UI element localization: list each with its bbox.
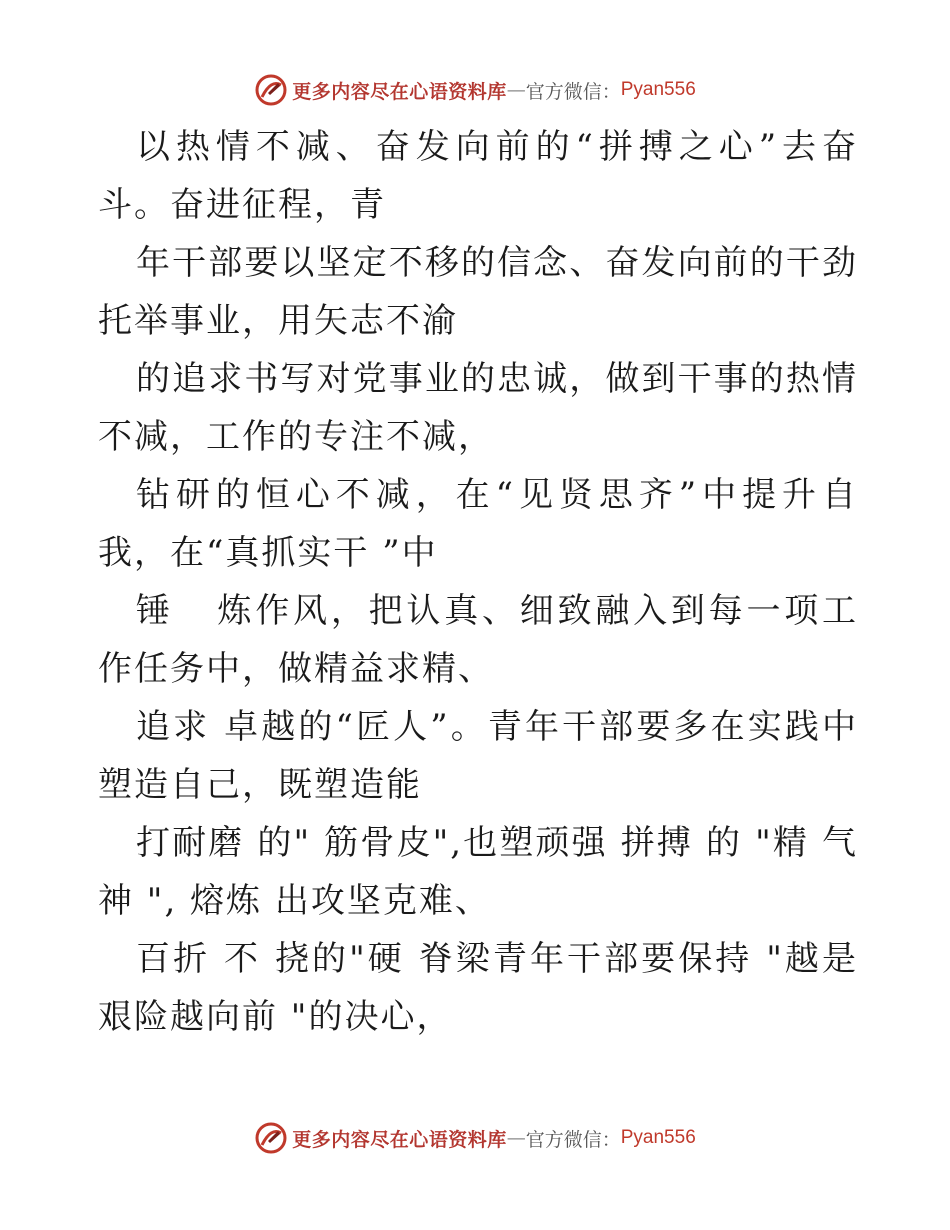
paragraph: 的追求书写对党事业的忠诚，做到干事的热情不减，工作的专注不减，	[98, 359, 858, 457]
paragraph: 年干部要以坚定不移的信念、奋发向前的干劲托举事业，用矢志不渝	[98, 243, 858, 341]
paragraph: 追求 卓越的“匠人”。青年干部要多在实践中塑造自己，既塑造能	[98, 707, 858, 805]
footer-brand-text: 更多内容尽在心语资料库	[292, 1128, 507, 1151]
paragraph: 以热情不减、奋发向前的“拼搏之心”去奋斗。奋进征程，青	[98, 127, 858, 225]
footer-account: Pyan556	[620, 1127, 696, 1148]
logo-icon	[254, 1121, 288, 1155]
header-account: Pyan556	[620, 79, 696, 100]
paragraph: 打耐磨 的" 筋骨皮",也塑顽强 拼搏 的 "精 气 神 ", 熔炼 出攻坚克难、	[98, 823, 871, 921]
document-body	[98, 118, 871, 1046]
footer-separator: —	[506, 1127, 526, 1149]
footer-banner	[0, 1118, 950, 1158]
paragraph: 钻研的恒心不减，在“见贤思齐”中提升自我，在“真抓实干 ”中	[98, 475, 858, 573]
paragraph: 百折 不 挠的"硬 脊梁青年干部要保持 "越是艰险越向前 "的决心，	[98, 939, 858, 1037]
paragraph: 锤 炼作风，把认真、细致融入到每一项工作任务中，做精益求精、	[98, 591, 858, 689]
header-brand-text: 更多内容尽在心语资料库	[292, 80, 507, 103]
footer-label: 官方微信：	[525, 1128, 621, 1151]
header-separator: —	[506, 79, 526, 101]
logo-icon	[254, 73, 288, 107]
header-banner	[0, 70, 950, 110]
header-label: 官方微信：	[525, 80, 621, 103]
